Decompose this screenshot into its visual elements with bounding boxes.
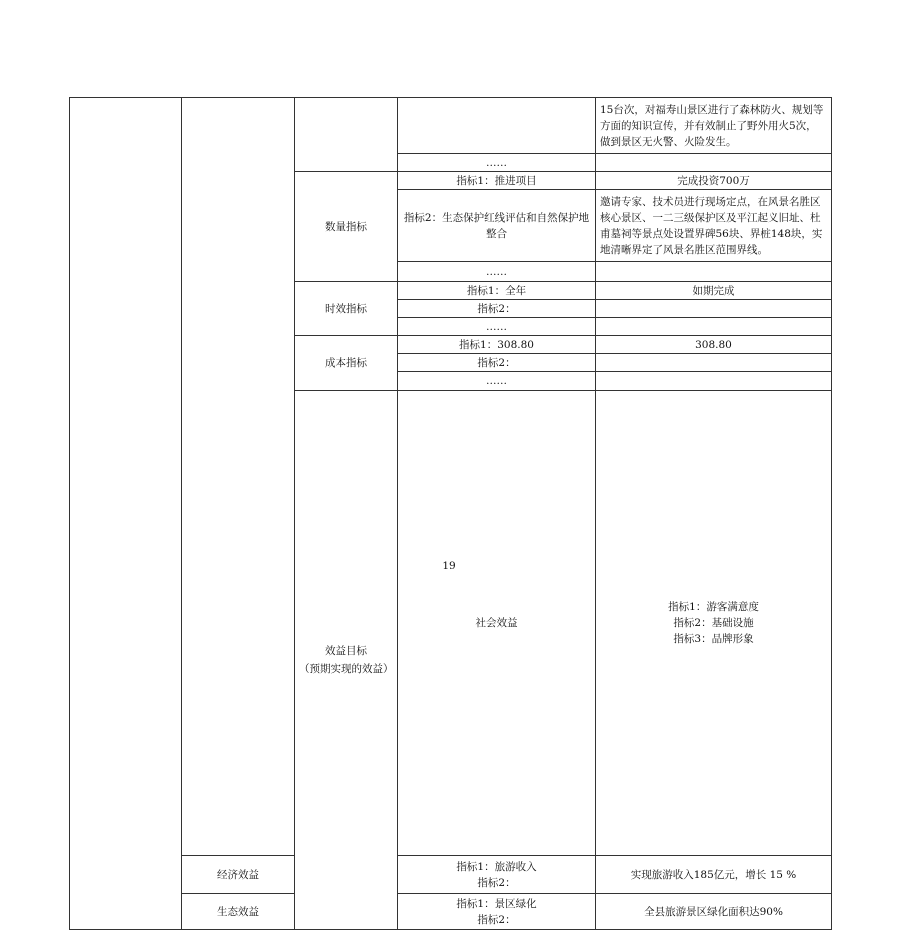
benefit-targets-label: 效益目标 （预期实现的效益） bbox=[295, 391, 398, 930]
output-targets-cell bbox=[182, 98, 295, 856]
timeliness-value-1: 如期完成 bbox=[596, 282, 832, 300]
cost-value-1: 308.80 bbox=[596, 336, 832, 354]
ellipsis-cell: …… bbox=[398, 318, 596, 336]
quantity-value-1: 完成投资700万 bbox=[596, 172, 832, 190]
quantity-indicator-1: 指标1：推进项目 bbox=[398, 172, 596, 190]
quality-label-cell bbox=[295, 98, 398, 172]
economic-benefit-label: 经济效益 bbox=[182, 856, 295, 894]
economic-benefit-indicators: 指标1：旅游收入 指标2： bbox=[398, 856, 596, 894]
indicator-cell bbox=[398, 98, 596, 154]
social-benefit-label: 社会效益 bbox=[398, 391, 596, 856]
empty-value-cell bbox=[596, 372, 832, 391]
quantity-indicator-label: 数量指标 bbox=[295, 172, 398, 282]
social-benefit-indicators: 指标1：游客满意度 指标2：基础设施 指标3：品牌形象 bbox=[596, 391, 832, 856]
ellipsis-cell: …… bbox=[398, 262, 596, 282]
quantity-indicator-2: 指标2：生态保护红线评估和自然保护地 整合 bbox=[398, 190, 596, 262]
ellipsis-cell: …… bbox=[398, 154, 596, 172]
timeliness-indicator-2: 指标2： bbox=[398, 300, 596, 318]
blank-column-cell bbox=[70, 98, 182, 930]
cost-indicator-label: 成本指标 bbox=[295, 336, 398, 391]
empty-value-cell bbox=[596, 318, 832, 336]
ecological-benefit-indicators: 指标1：景区绿化 指标2： bbox=[398, 894, 596, 930]
empty-value-cell bbox=[596, 300, 832, 318]
page-number: 19 bbox=[442, 560, 456, 572]
ellipsis-cell: …… bbox=[398, 372, 596, 391]
empty-value-cell bbox=[596, 154, 832, 172]
economic-benefit-value: 实现旅游收入185亿元，增长 15 % bbox=[596, 856, 832, 894]
timeliness-indicator-1: 指标1：全年 bbox=[398, 282, 596, 300]
quantity-value-2: 邀请专家、技术员进行现场定点，在风景名胜区 核心景区、一二三级保护区及平江起义旧址、杜 甫墓祠等景点处设置界碑56块、界桩148块，实 地清晰界定了风景名胜区范围界线。 bbox=[596, 190, 832, 262]
performance-table bbox=[69, 97, 832, 930]
cost-indicator-1: 指标1：308.80 bbox=[398, 336, 596, 354]
continued-description-cell: 15台次，对福寿山景区进行了森林防火、规划等 方面的知识宣传，并有效制止了野外用火5次， 做到景区无火警、火险发生。 bbox=[596, 98, 832, 154]
empty-value-cell bbox=[596, 354, 832, 372]
ecological-benefit-value: 全县旅游景区绿化面积达90% bbox=[596, 894, 832, 930]
timeliness-indicator-label: 时效指标 bbox=[295, 282, 398, 336]
cost-indicator-2: 指标2： bbox=[398, 354, 596, 372]
ecological-benefit-label: 生态效益 bbox=[182, 894, 295, 930]
empty-value-cell bbox=[596, 262, 832, 282]
